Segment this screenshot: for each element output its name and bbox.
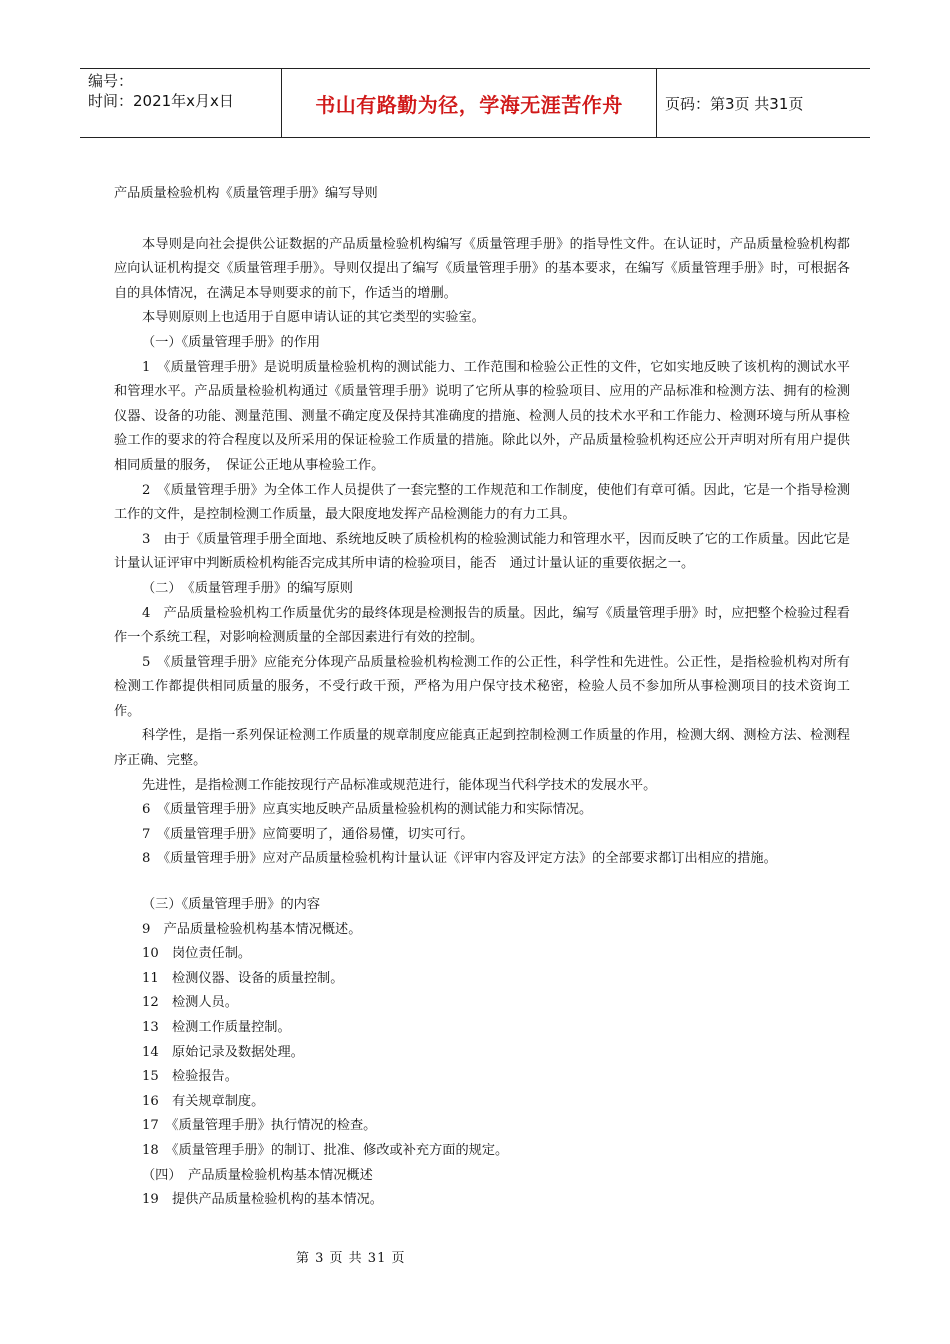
list-item: 15 检验报告。 <box>142 1069 238 1085</box>
paragraph: 2 《质量管理手册》为全体工作人员提供了一套完整的工作规范和工作制度，使他们有章可循。因此，它是一个指导检测工作的文件，是控制检测工作质量，最大限度地发挥产品检测能力的有力工具。 <box>114 482 850 523</box>
list-item: 11 检测仪器、设备的质量控制。 <box>142 970 344 986</box>
time-label: 时间：2021年x月x日 <box>88 92 234 110</box>
paragraph: 3 由于《质量管理手册全面地、系统地反映了质检机构的检验测试能力和管理水平，因而反映了它的工作质量。因此它是计量认证评审中判断质检机构能否完成其所申请的检验项目，能否 通过计量认证的重要依据之一。 <box>114 531 850 572</box>
header-meta <box>80 69 282 137</box>
paragraph: 本导则是向社会提供公证数据的产品质量检验机构编写《质量管理手册》的指导性文件。在认证时，产品质量检验机构都应向认证机构提交《质量管理手册》。导则仅提出了编写《质量管理手册》的基本要求，在编写《质量管理手册》时，可根据各自的具体情况，在满足本导则要求的前下，作适当的增删。 <box>114 236 850 301</box>
page-footer: 第 3 页 共 31 页 <box>296 1251 406 1266</box>
section-heading: （一）《质量管理手册》的作用 <box>142 334 321 350</box>
list-item: 17 《质量管理手册》执行情况的检查。 <box>142 1118 377 1134</box>
paragraph: 5 《质量管理手册》应能充分体现产品质量检验机构检测工作的公正性，科学性和先进性。公正性，是指检验机构对所有检测工作都提供相同质量的服务，不受行政干预，严格为用户保守技术秘密，检验人员不参加所从事检测项目的技术资询工作。 <box>114 654 850 719</box>
list-item: 16 有关规章制度。 <box>142 1093 265 1109</box>
section-heading: （二） 《质量管理手册》的编写原则 <box>142 580 353 596</box>
paragraph: 4 产品质量检验机构工作质量优劣的最终体现是检测报告的质量。因此，编写《质量管理手册》时，应把整个检验过程看作一个系统工程，对影响检测质量的全部因素进行有效的控制。 <box>114 605 850 646</box>
document-title: 产品质量检验机构《质量管理手册》编写导则 <box>114 186 378 201</box>
header-motto: 书山有路勤为径，学海无涯苦作舟 <box>282 69 657 137</box>
header-table <box>80 68 870 138</box>
section-heading: （三）《质量管理手册》的内容 <box>142 897 321 913</box>
document-body <box>114 182 850 1213</box>
list-item: 19 提供产品质量检验机构的基本情况。 <box>142 1192 383 1208</box>
list-item: 18 《质量管理手册》的制订、批准、修改或补充方面的规定。 <box>142 1142 509 1158</box>
list-item: 13 检测工作质量控制。 <box>142 1020 291 1035</box>
section-heading: （四） 产品质量检验机构基本情况概述 <box>142 1167 373 1183</box>
paragraph: 6 《质量管理手册》应真实地反映产品质量检验机构的测试能力和实际情况。 <box>142 802 593 818</box>
spacer <box>114 872 850 893</box>
paragraph: 先进性，是指检测工作能按现行产品标准或规范进行，能体现当代科学技术的发展水平。 <box>142 777 657 793</box>
list-item: 12 检测人员。 <box>142 995 238 1011</box>
header-page-code: 页码：第3页 共31页 <box>665 94 804 113</box>
list-item: 10 岗位责任制。 <box>142 946 252 962</box>
paragraph: 1 《质量管理手册》是说明质量检验机构的测试能力、工作范围和检验公正性的文件，它如实地反映了该机构的测试水平和管理水平。产品质量检验机构通过《质量管理手册》说明了它所从事的检验项目、应用的产品标准和检测方法、拥有的检测仪器、设备的功能、测量范围、测量不确定度及保持其准确度的措施、检测人员的技术水平和工作能力、检测环境与所从事检验工作的要求的符合程度以及所采用的保证检验工作质量的措施。除此以外，产品质量检验机构还应公开声明对所有用户提供相同质量的服务， 保证公正地从事检验工作。 <box>114 359 850 473</box>
paragraph: 本导则原则上也适用于自愿申请认证的其它类型的实验室。 <box>142 310 485 326</box>
paragraph: 科学性，是指一系列保证检测工作质量的规章制度应能真正起到控制检测工作质量的作用，检测大纲、测检方法、检测程序正确、完整。 <box>114 728 850 769</box>
paragraph: 8 《质量管理手册》应对产品质量检验机构计量认证《评审内容及评定方法》的全部要求都订出相应的措施。 <box>142 851 777 867</box>
paragraph: 7 《质量管理手册》应简要明了，通俗易懂，切实可行。 <box>142 826 474 842</box>
number-label: 编号： <box>88 72 134 90</box>
list-item: 14 原始记录及数据处理。 <box>142 1044 304 1060</box>
list-item: 9 产品质量检验机构基本情况概述。 <box>142 921 362 937</box>
